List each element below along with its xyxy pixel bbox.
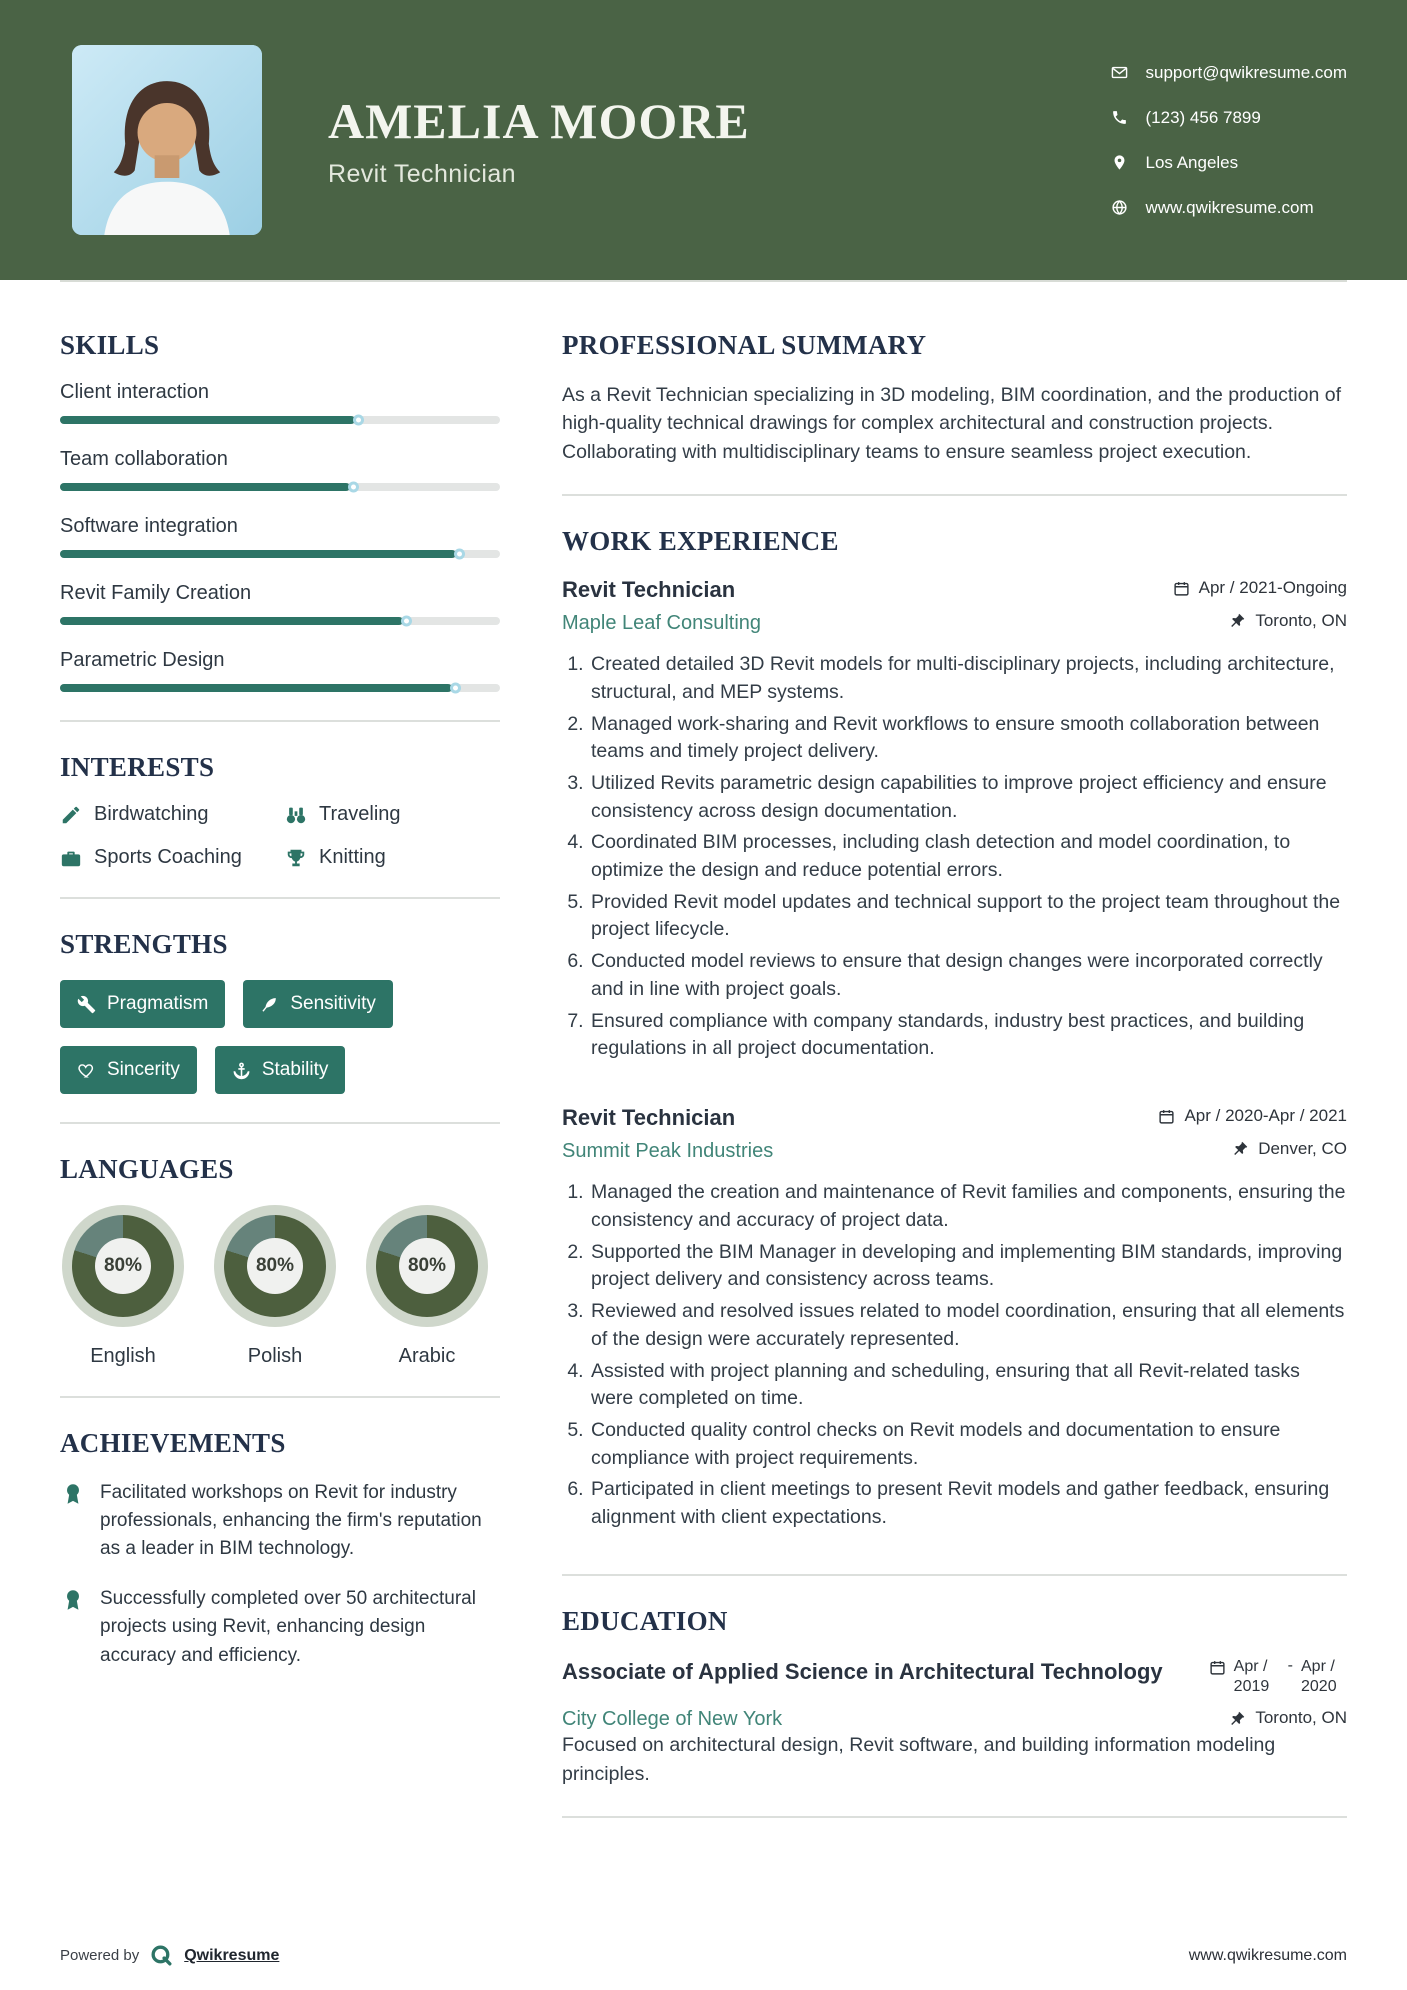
job-bullet: 1. Managed the creation and maintenance of Revit families and components, ensuring the consistency and accuracy of project data. — [589, 1179, 1347, 1234]
skill-bar — [60, 617, 500, 625]
job-bullet: 1. Created detailed 3D Revit models for multi-disciplinary projects, including architecture, structural, and MEP systems. — [589, 651, 1347, 706]
education-dates — [1209, 1657, 1347, 1699]
job-header — [562, 577, 1347, 636]
job-bullet: 5. Provided Revit model updates and technical support to the project team throughout the project lifecycle. — [589, 889, 1347, 944]
wrench-icon — [77, 995, 96, 1014]
skill-bar — [60, 550, 500, 558]
achievement-icon — [60, 1481, 86, 1507]
right-column — [562, 330, 1347, 1848]
skill-bar-fill — [60, 684, 452, 692]
languages-row — [60, 1205, 500, 1368]
language-percent: 80% — [247, 1238, 303, 1294]
language-donut — [366, 1205, 488, 1327]
profile-photo — [72, 45, 262, 235]
skill-item — [60, 448, 500, 491]
skill-knob — [353, 415, 364, 426]
qwikresume-brand-link[interactable]: Qwikresume — [184, 1946, 280, 1964]
contact-email — [1111, 63, 1348, 83]
contact-phone-text: (123) 456 7899 — [1145, 107, 1261, 127]
achievements-section — [60, 1428, 500, 1670]
pen-icon — [60, 804, 82, 826]
briefcase-icon — [60, 847, 82, 869]
contact-phone — [1111, 108, 1348, 128]
header — [0, 0, 1407, 280]
interest-label: Sports Coaching — [94, 846, 242, 868]
summary-heading: PROFESSIONAL SUMMARY — [562, 330, 927, 360]
trophy-icon — [285, 847, 307, 869]
strength-badge — [243, 980, 393, 1028]
skill-bar-fill — [60, 617, 403, 625]
language-label: English — [90, 1345, 156, 1367]
experience-section — [562, 526, 1347, 1532]
language-donut — [214, 1205, 336, 1327]
strength-label: Sensitivity — [290, 993, 376, 1014]
pushpin-icon — [1232, 1140, 1249, 1157]
content-columns — [0, 330, 1407, 1848]
job-entry — [562, 577, 1347, 1063]
skill-item — [60, 381, 500, 424]
skill-knob — [401, 616, 412, 627]
job-dates-text: Apr / 2021-Ongoing — [1198, 578, 1347, 598]
achievement-item — [60, 1479, 500, 1563]
experience-heading: WORK EXPERIENCE — [562, 525, 839, 556]
summary-text: As a Revit Technician specializing in 3D modeling, BIM coordination, and the production of high-quality technical drawings for complex architectural and construction projects. Collaborating with multidisciplinary teams to ensure seamless project execution. — [562, 384, 1342, 463]
skill-bar-fill — [60, 483, 350, 491]
interest-item — [285, 803, 500, 826]
job-bullet: 4. Coordinated BIM processes, including clash detection and model coordination, to optimize the design and reduce potential errors. — [589, 829, 1347, 884]
job-bullet: 2. Supported the BIM Manager in developing and implementing BIM standards, improving project delivery and consistency across teams. — [589, 1239, 1347, 1294]
interest-label: Birdwatching — [94, 803, 209, 825]
achievement-text: Successfully completed over 50 architectural projects using Revit, enhancing design accuracy and efficiency. — [100, 1588, 476, 1666]
skill-bar-fill — [60, 416, 355, 424]
job-bullet-list — [562, 651, 1347, 1063]
strength-label: Sincerity — [107, 1059, 180, 1080]
skill-item — [60, 582, 500, 625]
language-percent: 80% — [399, 1238, 455, 1294]
powered-by-text: Powered by — [60, 1947, 140, 1964]
skill-label: Software integration — [60, 515, 238, 537]
job-location-text: Denver, CO — [1258, 1138, 1347, 1158]
skills-section — [60, 330, 500, 692]
skill-item — [60, 649, 500, 692]
job-title: Revit Technician — [562, 1104, 736, 1130]
job-dates-text: Apr / 2020-Apr / 2021 — [1184, 1106, 1347, 1126]
job-entry — [562, 1105, 1347, 1532]
interests-heading: INTERESTS — [60, 752, 215, 782]
contact-list — [1111, 63, 1348, 218]
section-divider — [562, 1816, 1347, 1818]
skills-heading: SKILLS — [60, 330, 160, 360]
section-divider — [562, 1574, 1347, 1576]
skill-bar — [60, 483, 500, 491]
globe-icon — [1111, 199, 1128, 216]
education-date-end: Apr / 2020 — [1301, 1657, 1337, 1696]
section-divider — [562, 494, 1347, 496]
achievements-heading: ACHIEVEMENTS — [60, 1428, 286, 1458]
pushpin-icon — [1229, 612, 1246, 629]
education-description: Focused on architectural design, Revit software, and building information modeling principles. — [562, 1734, 1276, 1785]
header-divider — [60, 280, 1347, 282]
job-bullet: 2. Managed work-sharing and Revit workflows to ensure smooth collaboration between teams and timely project delivery. — [589, 711, 1347, 766]
skill-label: Parametric Design — [60, 649, 225, 671]
section-divider — [60, 897, 500, 899]
skill-label: Team collaboration — [60, 448, 228, 470]
language-donut-arc — [376, 1215, 478, 1317]
binoculars-icon — [285, 804, 307, 826]
job-company: Maple Leaf Consulting — [562, 612, 762, 635]
education-heading: EDUCATION — [562, 1605, 728, 1636]
job-bullet: 3. Utilized Revits parametric design capabilities to improve project efficiency and ensure consistency across design documentation. — [589, 770, 1347, 825]
heart-icon — [77, 1061, 96, 1080]
job-location-text: Toronto, ON — [1255, 610, 1347, 630]
education-date-start: Apr / 2019 — [1233, 1657, 1270, 1696]
job-header — [562, 1105, 1347, 1164]
interest-item — [60, 803, 285, 826]
language-percent: 80% — [95, 1238, 151, 1294]
left-column — [60, 330, 500, 1848]
pushpin-icon — [1229, 1710, 1246, 1727]
strengths-badges — [60, 980, 500, 1094]
skill-knob — [450, 683, 461, 694]
job-bullet: 6. Conducted model reviews to ensure that design changes were incorporated correctly and in line with project goals. — [589, 948, 1347, 1003]
language-item — [364, 1205, 490, 1368]
interest-label: Traveling — [319, 803, 401, 825]
footer-website: www.qwikresume.com — [1188, 1946, 1347, 1964]
page-footer — [60, 1943, 1347, 1968]
job-location — [1232, 1139, 1347, 1159]
education-degree: Associate of Applied Science in Architectural Technology — [562, 1658, 1163, 1684]
anchor-icon — [232, 1061, 251, 1080]
education-school: City College of New York — [562, 1708, 783, 1731]
language-donut-arc — [72, 1215, 174, 1317]
section-divider — [60, 720, 500, 722]
contact-website-text: www.qwikresume.com — [1145, 197, 1314, 217]
skill-label: Revit Family Creation — [60, 582, 252, 604]
job-bullet: 7. Ensured compliance with company standards, industry best practices, and building regulations in all project documentation. — [589, 1008, 1347, 1063]
skill-item — [60, 515, 500, 558]
qwikresume-logo — [149, 1943, 174, 1968]
contact-website — [1111, 198, 1348, 218]
identity-block — [328, 92, 1111, 189]
interest-item — [285, 846, 500, 869]
contact-location — [1111, 153, 1348, 173]
language-label: Polish — [247, 1345, 303, 1367]
calendar-icon — [1173, 580, 1190, 597]
job-bullet: 6. Participated in client meetings to present Revit models and gather feedback, ensuring alignment with client expectations. — [589, 1476, 1347, 1531]
job-dates — [1158, 1106, 1347, 1126]
interest-item — [60, 846, 285, 869]
phone-icon — [1111, 109, 1128, 126]
education-location-text: Toronto, ON — [1255, 1708, 1347, 1728]
interests-section — [60, 752, 500, 869]
language-donut — [62, 1205, 184, 1327]
calendar-icon — [1209, 1659, 1226, 1676]
person-title: Revit Technician — [328, 159, 516, 188]
strength-badge — [60, 1046, 197, 1094]
skill-bar — [60, 416, 500, 424]
job-bullet: 4. Assisted with project planning and scheduling, ensuring that all Revit-related tasks were completed on time. — [589, 1358, 1347, 1413]
job-location — [1229, 611, 1347, 631]
strength-label: Pragmatism — [107, 993, 209, 1014]
strengths-heading: STRENGTHS — [60, 929, 228, 959]
education-header — [562, 1657, 1347, 1732]
achievement-item — [60, 1585, 500, 1669]
interest-label: Knitting — [319, 846, 386, 868]
email-icon — [1111, 64, 1128, 81]
skill-bar-fill — [60, 550, 456, 558]
powered-by — [60, 1943, 279, 1968]
calendar-icon — [1158, 1108, 1175, 1125]
language-donut-arc — [224, 1215, 326, 1317]
education-location — [1229, 1708, 1347, 1728]
job-bullet-list — [562, 1179, 1347, 1531]
languages-heading: LANGUAGES — [60, 1154, 234, 1184]
profile-photo-illustration — [72, 45, 262, 235]
achievement-text: Facilitated workshops on Revit for industry professionals, enhancing the firm's reputation as a leader in BIM technology. — [100, 1482, 482, 1560]
language-item — [60, 1205, 186, 1368]
section-divider — [60, 1122, 500, 1124]
job-title: Revit Technician — [562, 576, 736, 602]
contact-location-text: Los Angeles — [1145, 152, 1239, 172]
interests-grid — [60, 803, 500, 869]
strength-badge — [60, 980, 225, 1028]
languages-section — [60, 1154, 500, 1368]
skill-label: Client interaction — [60, 381, 209, 403]
strength-label: Stability — [261, 1059, 329, 1080]
job-company: Summit Peak Industries — [562, 1140, 774, 1163]
education-date-separator: - — [1287, 1656, 1293, 1674]
job-bullet: 3. Reviewed and resolved issues related to model coordination, ensuring that all elements of the design were accurately represented. — [589, 1298, 1347, 1353]
skill-bar — [60, 684, 500, 692]
language-label: Arabic — [398, 1345, 456, 1367]
section-divider — [60, 1396, 500, 1398]
achievement-icon — [60, 1587, 86, 1613]
job-bullet: 5. Conducted quality control checks on Revit models and documentation to ensure compliance with project requirements. — [589, 1417, 1347, 1472]
skill-knob — [454, 549, 465, 560]
summary-section — [562, 330, 1347, 466]
feather-icon — [260, 995, 279, 1014]
contact-email-text: support@qwikresume.com — [1145, 62, 1347, 82]
skill-knob — [348, 482, 359, 493]
strength-badge — [215, 1046, 346, 1094]
strengths-section — [60, 929, 500, 1094]
language-item — [212, 1205, 338, 1368]
location-icon — [1111, 154, 1128, 171]
education-section — [562, 1606, 1347, 1788]
job-dates — [1173, 578, 1347, 598]
person-name: AMELIA MOORE — [328, 92, 750, 149]
